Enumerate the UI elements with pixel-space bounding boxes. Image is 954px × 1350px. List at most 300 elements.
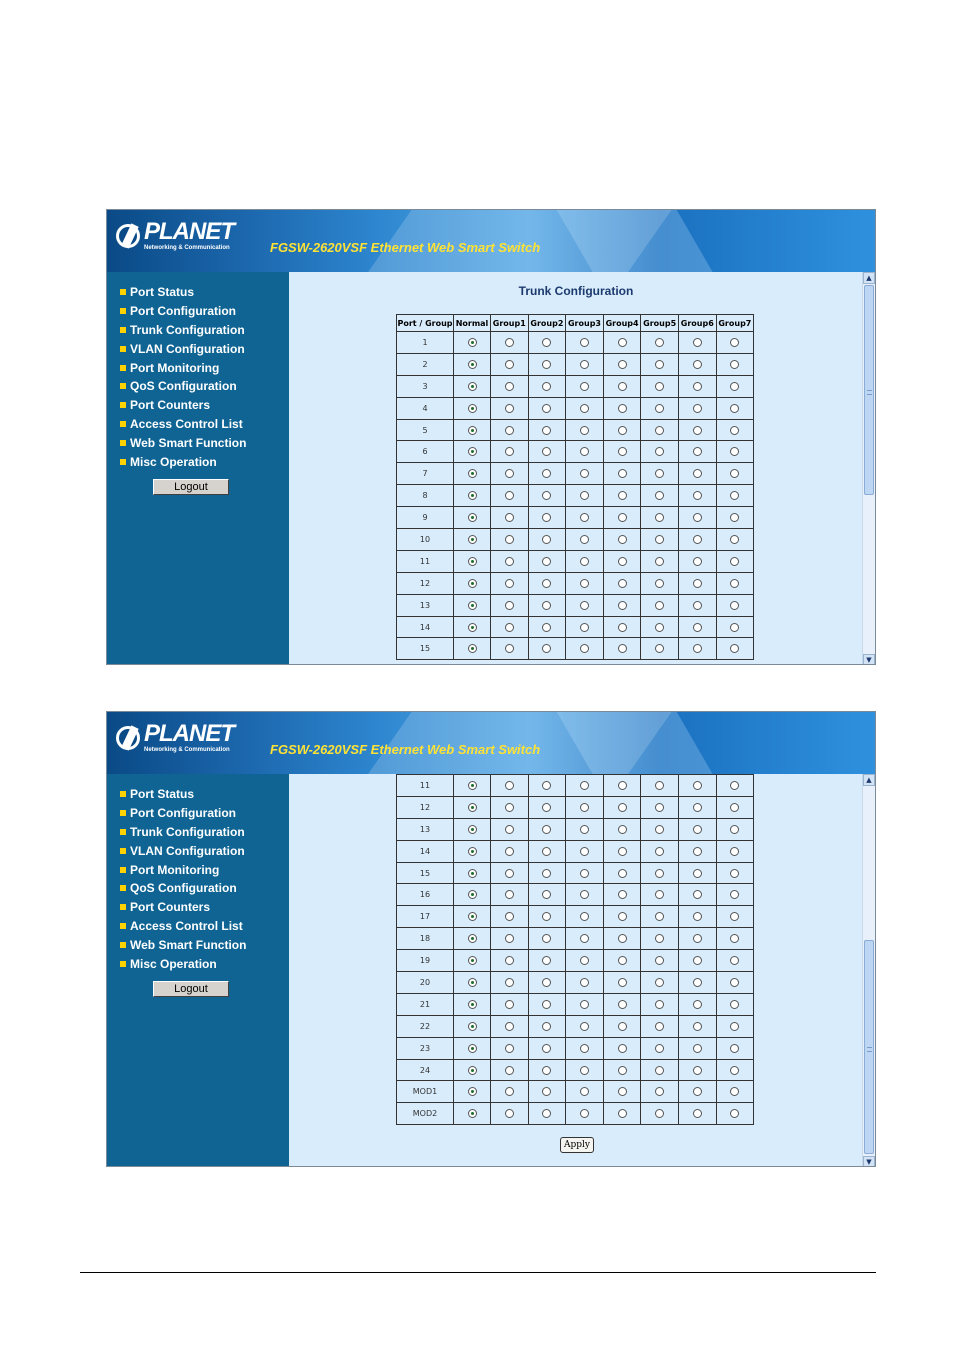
radio-group6[interactable] (693, 890, 702, 899)
radio-group6[interactable] (693, 1000, 702, 1009)
radio-group3[interactable] (580, 781, 589, 790)
radio-normal[interactable] (468, 535, 477, 544)
radio-group1[interactable] (505, 912, 514, 921)
radio-group3[interactable] (580, 426, 589, 435)
radio-group5[interactable] (655, 934, 664, 943)
radio-normal[interactable] (468, 447, 477, 456)
radio-group4[interactable] (618, 579, 627, 588)
radio-group6[interactable] (693, 360, 702, 369)
radio-group6[interactable] (693, 338, 702, 347)
radio-group1[interactable] (505, 469, 514, 478)
radio-group3[interactable] (580, 1022, 589, 1031)
radio-normal[interactable] (468, 890, 477, 899)
radio-group7[interactable] (730, 1066, 739, 1075)
radio-group2[interactable] (542, 360, 551, 369)
radio-group1[interactable] (505, 535, 514, 544)
radio-group1[interactable] (505, 623, 514, 632)
radio-group4[interactable] (618, 601, 627, 610)
radio-group2[interactable] (542, 579, 551, 588)
radio-group1[interactable] (505, 847, 514, 856)
radio-group2[interactable] (542, 1000, 551, 1009)
menu-item-vlan-configuration[interactable]: VLAN Configuration (120, 340, 246, 359)
radio-group3[interactable] (580, 803, 589, 812)
scroll-down-arrow-icon[interactable]: ▼ (863, 1156, 875, 1167)
radio-group4[interactable] (618, 360, 627, 369)
radio-normal[interactable] (468, 469, 477, 478)
radio-group4[interactable] (618, 557, 627, 566)
radio-cell (716, 529, 754, 551)
radio-group3[interactable] (580, 404, 589, 413)
radio-group2[interactable] (542, 956, 551, 965)
radio-group4[interactable] (618, 781, 627, 790)
radio-group1[interactable] (505, 447, 514, 456)
radio-group2[interactable] (542, 934, 551, 943)
radio-cell (678, 1059, 716, 1081)
radio-group5[interactable] (655, 869, 664, 878)
radio-group7[interactable] (730, 513, 739, 522)
radio-group6[interactable] (693, 491, 702, 500)
radio-group2[interactable] (542, 382, 551, 391)
radio-group4[interactable] (618, 1022, 627, 1031)
radio-group3[interactable] (580, 601, 589, 610)
radio-normal[interactable] (468, 1087, 477, 1096)
radio-group6[interactable] (693, 956, 702, 965)
radio-normal[interactable] (468, 426, 477, 435)
radio-group1[interactable] (505, 1087, 514, 1096)
radio-group6[interactable] (693, 469, 702, 478)
radio-group3[interactable] (580, 579, 589, 588)
radio-cell (678, 884, 716, 906)
radio-group6[interactable] (693, 535, 702, 544)
radio-group2[interactable] (542, 1109, 551, 1118)
radio-group5[interactable] (655, 956, 664, 965)
radio-group1[interactable] (505, 426, 514, 435)
radio-group1[interactable] (505, 869, 514, 878)
menu-item-web-smart-function[interactable]: Web Smart Function (120, 936, 246, 955)
radio-group6[interactable] (693, 803, 702, 812)
radio-group1[interactable] (505, 338, 514, 347)
radio-group4[interactable] (618, 623, 627, 632)
radio-normal[interactable] (468, 360, 477, 369)
radio-group1[interactable] (505, 825, 514, 834)
radio-group4[interactable] (618, 803, 627, 812)
radio-group1[interactable] (505, 890, 514, 899)
radio-normal[interactable] (468, 869, 477, 878)
radio-normal[interactable] (468, 912, 477, 921)
table-row (397, 972, 754, 994)
radio-group4[interactable] (618, 513, 627, 522)
menu-item-access-control-list[interactable]: Access Control List (120, 917, 246, 936)
radio-group2[interactable] (542, 781, 551, 790)
radio-group7[interactable] (730, 426, 739, 435)
radio-group7[interactable] (730, 803, 739, 812)
scroll-down-arrow-icon[interactable]: ▼ (863, 654, 875, 665)
radio-group7[interactable] (730, 1044, 739, 1053)
radio-group2[interactable] (542, 1087, 551, 1096)
menu-item-misc-operation[interactable]: Misc Operation (120, 955, 246, 974)
radio-group1[interactable] (505, 781, 514, 790)
radio-normal[interactable] (468, 623, 477, 632)
radio-group7[interactable] (730, 623, 739, 632)
radio-group7[interactable] (730, 382, 739, 391)
radio-group5[interactable] (655, 847, 664, 856)
radio-group1[interactable] (505, 956, 514, 965)
radio-group6[interactable] (693, 1109, 702, 1118)
radio-group7[interactable] (730, 934, 739, 943)
radio-group6[interactable] (693, 912, 702, 921)
radio-group1[interactable] (505, 601, 514, 610)
radio-group4[interactable] (618, 1066, 627, 1075)
radio-group6[interactable] (693, 601, 702, 610)
radio-group5[interactable] (655, 426, 664, 435)
radio-group2[interactable] (542, 890, 551, 899)
apply-button[interactable]: Apply (560, 1137, 594, 1153)
radio-group1[interactable] (505, 404, 514, 413)
radio-normal[interactable] (468, 978, 477, 987)
radio-group5[interactable] (655, 1087, 664, 1096)
radio-group6[interactable] (693, 1022, 702, 1031)
radio-cell (678, 463, 716, 485)
radio-group6[interactable] (693, 1066, 702, 1075)
radio-group3[interactable] (580, 1044, 589, 1053)
radio-group5[interactable] (655, 491, 664, 500)
radio-group7[interactable] (730, 978, 739, 987)
radio-normal[interactable] (468, 404, 477, 413)
radio-group6[interactable] (693, 513, 702, 522)
menu-item-port-status[interactable]: Port Status (120, 283, 246, 302)
menu-item-vlan-configuration[interactable]: VLAN Configuration (120, 842, 246, 861)
radio-group1[interactable] (505, 360, 514, 369)
radio-group6[interactable] (693, 978, 702, 987)
radio-group2[interactable] (542, 1022, 551, 1031)
radio-group7[interactable] (730, 869, 739, 878)
radio-group3[interactable] (580, 890, 589, 899)
radio-group2[interactable] (542, 338, 551, 347)
radio-group6[interactable] (693, 869, 702, 878)
radio-normal[interactable] (468, 934, 477, 943)
radio-cell (528, 594, 566, 616)
menu-item-web-smart-function[interactable]: Web Smart Function (120, 434, 246, 453)
radio-group5[interactable] (655, 890, 664, 899)
radio-group4[interactable] (618, 447, 627, 456)
radio-group4[interactable] (618, 912, 627, 921)
radio-group5[interactable] (655, 1000, 664, 1009)
radio-group3[interactable] (580, 825, 589, 834)
radio-normal[interactable] (468, 491, 477, 500)
radio-group3[interactable] (580, 1087, 589, 1096)
radio-group7[interactable] (730, 847, 739, 856)
radio-group7[interactable] (730, 557, 739, 566)
radio-group2[interactable] (542, 1044, 551, 1053)
radio-normal[interactable] (468, 1044, 477, 1053)
page-title: Trunk Configuration (518, 284, 634, 298)
radio-group3[interactable] (580, 847, 589, 856)
radio-group5[interactable] (655, 1022, 664, 1031)
col-header-group3: Group3 (566, 315, 604, 332)
radio-group3[interactable] (580, 1066, 589, 1075)
radio-group3[interactable] (580, 623, 589, 632)
radio-group6[interactable] (693, 1087, 702, 1096)
radio-group3[interactable] (580, 360, 589, 369)
radio-group5[interactable] (655, 623, 664, 632)
radio-group7[interactable] (730, 644, 739, 653)
radio-normal[interactable] (468, 338, 477, 347)
radio-group7[interactable] (730, 1109, 739, 1118)
radio-group5[interactable] (655, 1044, 664, 1053)
radio-group5[interactable] (655, 781, 664, 790)
radio-group1[interactable] (505, 1109, 514, 1118)
radio-cell (603, 507, 641, 529)
radio-group7[interactable] (730, 956, 739, 965)
radio-group2[interactable] (542, 426, 551, 435)
radio-normal[interactable] (468, 513, 477, 522)
radio-normal[interactable] (468, 803, 477, 812)
radio-group6[interactable] (693, 382, 702, 391)
radio-group5[interactable] (655, 803, 664, 812)
radio-group1[interactable] (505, 513, 514, 522)
menu-item-port-status[interactable]: Port Status (120, 785, 246, 804)
radio-group5[interactable] (655, 382, 664, 391)
radio-group1[interactable] (505, 1000, 514, 1009)
radio-group3[interactable] (580, 1109, 589, 1118)
radio-group6[interactable] (693, 1044, 702, 1053)
radio-group2[interactable] (542, 912, 551, 921)
radio-group5[interactable] (655, 912, 664, 921)
radio-cell (641, 1103, 679, 1125)
radio-group1[interactable] (505, 978, 514, 987)
radio-group2[interactable] (542, 644, 551, 653)
radio-group7[interactable] (730, 338, 739, 347)
menu-item-qos-configuration[interactable]: QoS Configuration (120, 377, 246, 396)
menu-item-qos-configuration[interactable]: QoS Configuration (120, 879, 246, 898)
radio-group4[interactable] (618, 956, 627, 965)
radio-normal[interactable] (468, 382, 477, 391)
radio-cell (566, 550, 604, 572)
radio-group4[interactable] (618, 847, 627, 856)
radio-group2[interactable] (542, 869, 551, 878)
logout-button[interactable]: Logout (153, 981, 229, 997)
radio-group5[interactable] (655, 360, 664, 369)
radio-group4[interactable] (618, 1000, 627, 1009)
radio-group3[interactable] (580, 644, 589, 653)
radio-group3[interactable] (580, 978, 589, 987)
menu-item-trunk-configuration[interactable]: Trunk Configuration (120, 823, 246, 842)
radio-group4[interactable] (618, 934, 627, 943)
menu-item-port-monitoring[interactable]: Port Monitoring (120, 359, 246, 378)
radio-group5[interactable] (655, 447, 664, 456)
radio-group5[interactable] (655, 557, 664, 566)
radio-group5[interactable] (655, 644, 664, 653)
radio-group4[interactable] (618, 338, 627, 347)
scroll-up-arrow-icon[interactable]: ▲ (863, 774, 875, 786)
radio-group5[interactable] (655, 1066, 664, 1075)
radio-group7[interactable] (730, 1087, 739, 1096)
radio-group4[interactable] (618, 469, 627, 478)
radio-group2[interactable] (542, 513, 551, 522)
radio-group6[interactable] (693, 447, 702, 456)
radio-group2[interactable] (542, 623, 551, 632)
radio-group2[interactable] (542, 601, 551, 610)
radio-normal[interactable] (468, 579, 477, 588)
radio-group4[interactable] (618, 869, 627, 878)
radio-cell (716, 775, 754, 797)
radio-group5[interactable] (655, 978, 664, 987)
radio-group5[interactable] (655, 1109, 664, 1118)
menu-item-port-counters[interactable]: Port Counters (120, 396, 246, 415)
radio-group3[interactable] (580, 912, 589, 921)
radio-group6[interactable] (693, 644, 702, 653)
radio-group5[interactable] (655, 579, 664, 588)
radio-group4[interactable] (618, 825, 627, 834)
radio-group2[interactable] (542, 447, 551, 456)
radio-normal[interactable] (468, 601, 477, 610)
radio-cell (716, 1081, 754, 1103)
radio-group3[interactable] (580, 447, 589, 456)
radio-group7[interactable] (730, 447, 739, 456)
logout-button[interactable]: Logout (153, 479, 229, 495)
radio-group7[interactable] (730, 781, 739, 790)
radio-group4[interactable] (618, 1044, 627, 1053)
table-row (397, 906, 754, 928)
menu-item-trunk-configuration[interactable]: Trunk Configuration (120, 321, 246, 340)
radio-group4[interactable] (618, 890, 627, 899)
radio-group5[interactable] (655, 825, 664, 834)
radio-group2[interactable] (542, 825, 551, 834)
radio-group2[interactable] (542, 978, 551, 987)
menu-item-access-control-list[interactable]: Access Control List (120, 415, 246, 434)
scrollbar-thumb[interactable] (864, 285, 874, 495)
radio-group1[interactable] (505, 1022, 514, 1031)
vertical-scrollbar[interactable] (862, 774, 875, 1167)
radio-group1[interactable] (505, 491, 514, 500)
radio-group2[interactable] (542, 1066, 551, 1075)
radio-normal[interactable] (468, 781, 477, 790)
radio-normal[interactable] (468, 825, 477, 834)
radio-normal[interactable] (468, 1000, 477, 1009)
radio-group1[interactable] (505, 579, 514, 588)
radio-group7[interactable] (730, 404, 739, 413)
radio-group3[interactable] (580, 535, 589, 544)
menu-item-misc-operation[interactable]: Misc Operation (120, 453, 246, 472)
radio-group6[interactable] (693, 426, 702, 435)
radio-group1[interactable] (505, 803, 514, 812)
radio-group1[interactable] (505, 382, 514, 391)
radio-group3[interactable] (580, 1000, 589, 1009)
radio-group3[interactable] (580, 513, 589, 522)
radio-group6[interactable] (693, 934, 702, 943)
radio-group3[interactable] (580, 956, 589, 965)
radio-group7[interactable] (730, 491, 739, 500)
menu-item-port-counters[interactable]: Port Counters (120, 898, 246, 917)
radio-group3[interactable] (580, 338, 589, 347)
radio-normal[interactable] (468, 557, 477, 566)
radio-group4[interactable] (618, 491, 627, 500)
radio-group1[interactable] (505, 1066, 514, 1075)
radio-group4[interactable] (618, 1109, 627, 1118)
radio-group5[interactable] (655, 404, 664, 413)
radio-cell (491, 906, 529, 928)
menu-item-port-monitoring[interactable]: Port Monitoring (120, 861, 246, 880)
radio-group6[interactable] (693, 579, 702, 588)
radio-group4[interactable] (618, 382, 627, 391)
radio-group5[interactable] (655, 535, 664, 544)
radio-group6[interactable] (693, 557, 702, 566)
radio-group3[interactable] (580, 934, 589, 943)
radio-normal[interactable] (468, 1109, 477, 1118)
radio-group1[interactable] (505, 1044, 514, 1053)
radio-group2[interactable] (542, 491, 551, 500)
radio-group3[interactable] (580, 491, 589, 500)
menu-item-port-configuration[interactable]: Port Configuration (120, 302, 246, 321)
radio-group3[interactable] (580, 469, 589, 478)
radio-group5[interactable] (655, 513, 664, 522)
scrollbar-thumb[interactable] (864, 940, 874, 1154)
radio-group5[interactable] (655, 338, 664, 347)
port-label: 17 (397, 906, 454, 928)
radio-group7[interactable] (730, 469, 739, 478)
radio-group7[interactable] (730, 1022, 739, 1031)
radio-group3[interactable] (580, 557, 589, 566)
radio-group6[interactable] (693, 825, 702, 834)
radio-group4[interactable] (618, 978, 627, 987)
radio-group7[interactable] (730, 601, 739, 610)
radio-group1[interactable] (505, 644, 514, 653)
radio-group2[interactable] (542, 803, 551, 812)
radio-normal[interactable] (468, 956, 477, 965)
radio-normal[interactable] (468, 644, 477, 653)
radio-group6[interactable] (693, 404, 702, 413)
radio-group2[interactable] (542, 535, 551, 544)
radio-cell (603, 353, 641, 375)
radio-cell (528, 550, 566, 572)
radio-group6[interactable] (693, 847, 702, 856)
radio-group6[interactable] (693, 781, 702, 790)
radio-group4[interactable] (618, 1087, 627, 1096)
menu-item-port-configuration[interactable]: Port Configuration (120, 804, 246, 823)
radio-group4[interactable] (618, 426, 627, 435)
radio-group7[interactable] (730, 1000, 739, 1009)
radio-normal[interactable] (468, 1022, 477, 1031)
radio-group1[interactable] (505, 557, 514, 566)
radio-normal[interactable] (468, 1066, 477, 1075)
radio-group7[interactable] (730, 912, 739, 921)
radio-group4[interactable] (618, 535, 627, 544)
radio-group2[interactable] (542, 469, 551, 478)
radio-group7[interactable] (730, 825, 739, 834)
radio-group7[interactable] (730, 890, 739, 899)
radio-group2[interactable] (542, 847, 551, 856)
radio-group7[interactable] (730, 360, 739, 369)
table-row (397, 353, 754, 375)
radio-normal[interactable] (468, 847, 477, 856)
radio-group2[interactable] (542, 404, 551, 413)
radio-group3[interactable] (580, 869, 589, 878)
radio-group2[interactable] (542, 557, 551, 566)
radio-group4[interactable] (618, 644, 627, 653)
radio-group4[interactable] (618, 404, 627, 413)
radio-group5[interactable] (655, 469, 664, 478)
radio-group5[interactable] (655, 601, 664, 610)
radio-group7[interactable] (730, 535, 739, 544)
radio-cell (716, 928, 754, 950)
radio-group6[interactable] (693, 623, 702, 632)
radio-group7[interactable] (730, 579, 739, 588)
radio-cell (678, 928, 716, 950)
vertical-scrollbar[interactable] (862, 272, 875, 665)
radio-group1[interactable] (505, 934, 514, 943)
scroll-up-arrow-icon[interactable]: ▲ (863, 272, 875, 284)
radio-group3[interactable] (580, 382, 589, 391)
